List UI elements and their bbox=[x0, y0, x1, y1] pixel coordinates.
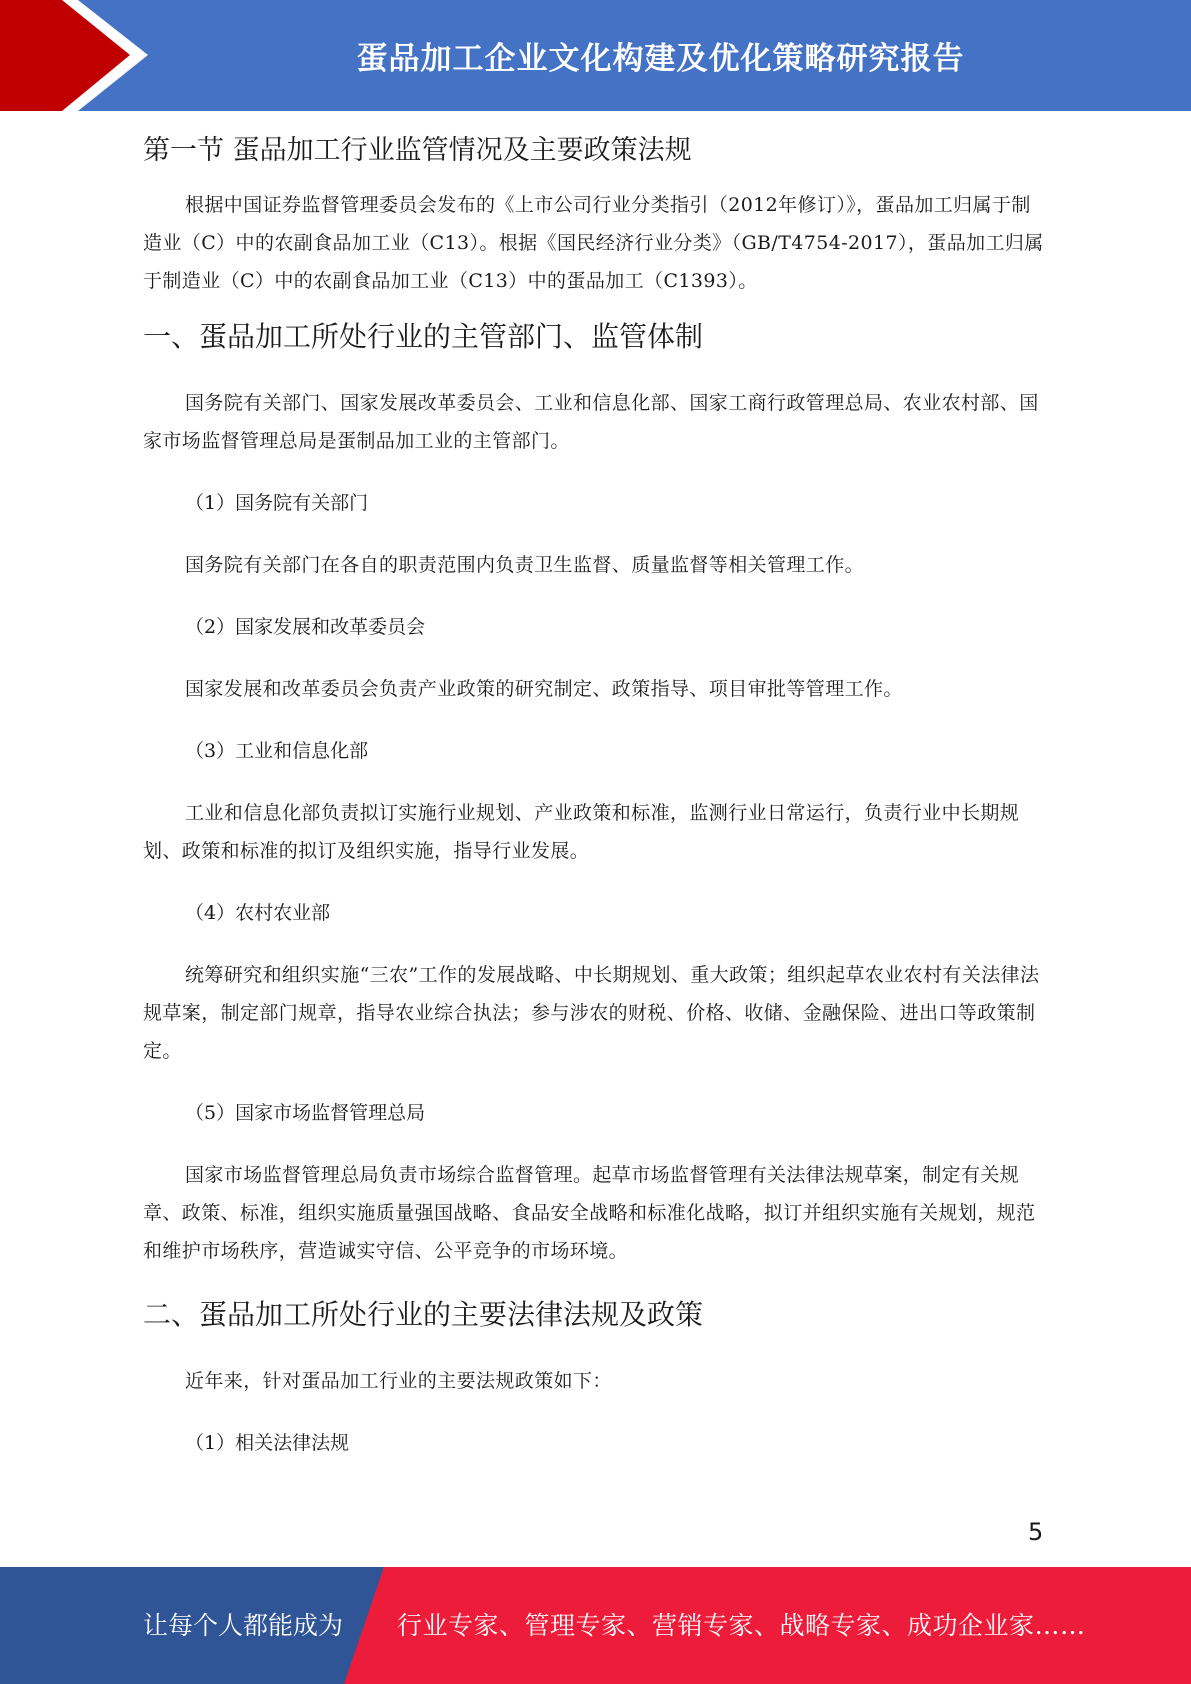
footer-slogan-left: 让每个人都能成为 bbox=[143, 1611, 344, 1640]
part1-item-text: 工业和信息化部负责拟订实施行业规划、产业政策和标准，监测行业日常运行，负责行业中长期规划、政策和标准的拟订及组织实施，指导行业发展。 bbox=[143, 802, 1020, 862]
part2-intro: 近年来，针对蛋品加工行业的主要法规政策如下： bbox=[185, 1370, 612, 1392]
part1-item-label: （5）国家市场监督管理总局 bbox=[185, 1102, 426, 1124]
part1-item-text: 国家发展和改革委员会负责产业政策的研究制定、政策指导、项目审批等管理工作。 bbox=[185, 678, 903, 700]
part2-item-label: （1）相关法律法规 bbox=[185, 1432, 350, 1454]
part1-intro: 国务院有关部门、国家发展改革委员会、工业和信息化部、国家工商行政管理总局、农业农村部、国家市场监督管理总局是蛋制品加工业的主管部门。 bbox=[143, 392, 1039, 452]
part1-item-label: （4）农村农业部 bbox=[185, 902, 331, 924]
document-title: 蛋品加工企业文化构建及优化策略研究报告 bbox=[356, 41, 965, 77]
page-number: 5 bbox=[1028, 1518, 1044, 1546]
header-chevron-decoration bbox=[0, 0, 150, 111]
page-header bbox=[0, 0, 1191, 111]
part1-item-text: 国务院有关部门在各自的职责范围内负责卫生监督、质量监督等相关管理工作。 bbox=[185, 554, 865, 576]
section-title: 第一节 蛋品加工行业监管情况及主要政策法规 bbox=[143, 135, 692, 166]
part1-item-text: 统筹研究和组织实施“三农”工作的发展战略、中长期规划、重大政策；组织起草农业农村有关法律法规草案，制定部门规章，指导农业综合执法；参与涉农的财税、价格、收储、金融保险、进出口等政策制定。 bbox=[143, 964, 1040, 1062]
part2-heading: 二、蛋品加工所处行业的主要法律法规及政策 bbox=[143, 1298, 704, 1331]
intro-paragraph: 根据中国证券监督管理委员会发布的《上市公司行业分类指引（2012年修订）》，蛋品加工归属于制造业（C）中的农副食品加工业（C13）。根据《国民经济行业分类》（GB/T4754-2017），蛋品加工归属于制造业（C）中的农副食品加工业（C13）中的蛋品加工（C1393）。 bbox=[143, 194, 1044, 292]
footer-slogan-right: 行业专家、管理专家、营销专家、战略专家、成功企业家…… bbox=[397, 1611, 1086, 1640]
part1-item-text: 国家市场监督管理总局负责市场综合监督管理。起草市场监督管理有关法律法规草案，制定有关规章、政策、标准，组织实施质量强国战略、食品安全战略和标准化战略，拟订并组织实施有关规划，规范和维护市场秩序，营造诚实守信、公平竞争的市场环境。 bbox=[143, 1164, 1036, 1262]
part1-item-label: （3）工业和信息化部 bbox=[185, 740, 369, 762]
page-content bbox=[143, 128, 1048, 1462]
part1-item-label: （2）国家发展和改革委员会 bbox=[185, 616, 426, 638]
part1-heading: 一、蛋品加工所处行业的主管部门、监管体制 bbox=[143, 320, 704, 353]
part1-item-label: （1）国务院有关部门 bbox=[185, 492, 369, 514]
page-footer bbox=[0, 1567, 1191, 1684]
